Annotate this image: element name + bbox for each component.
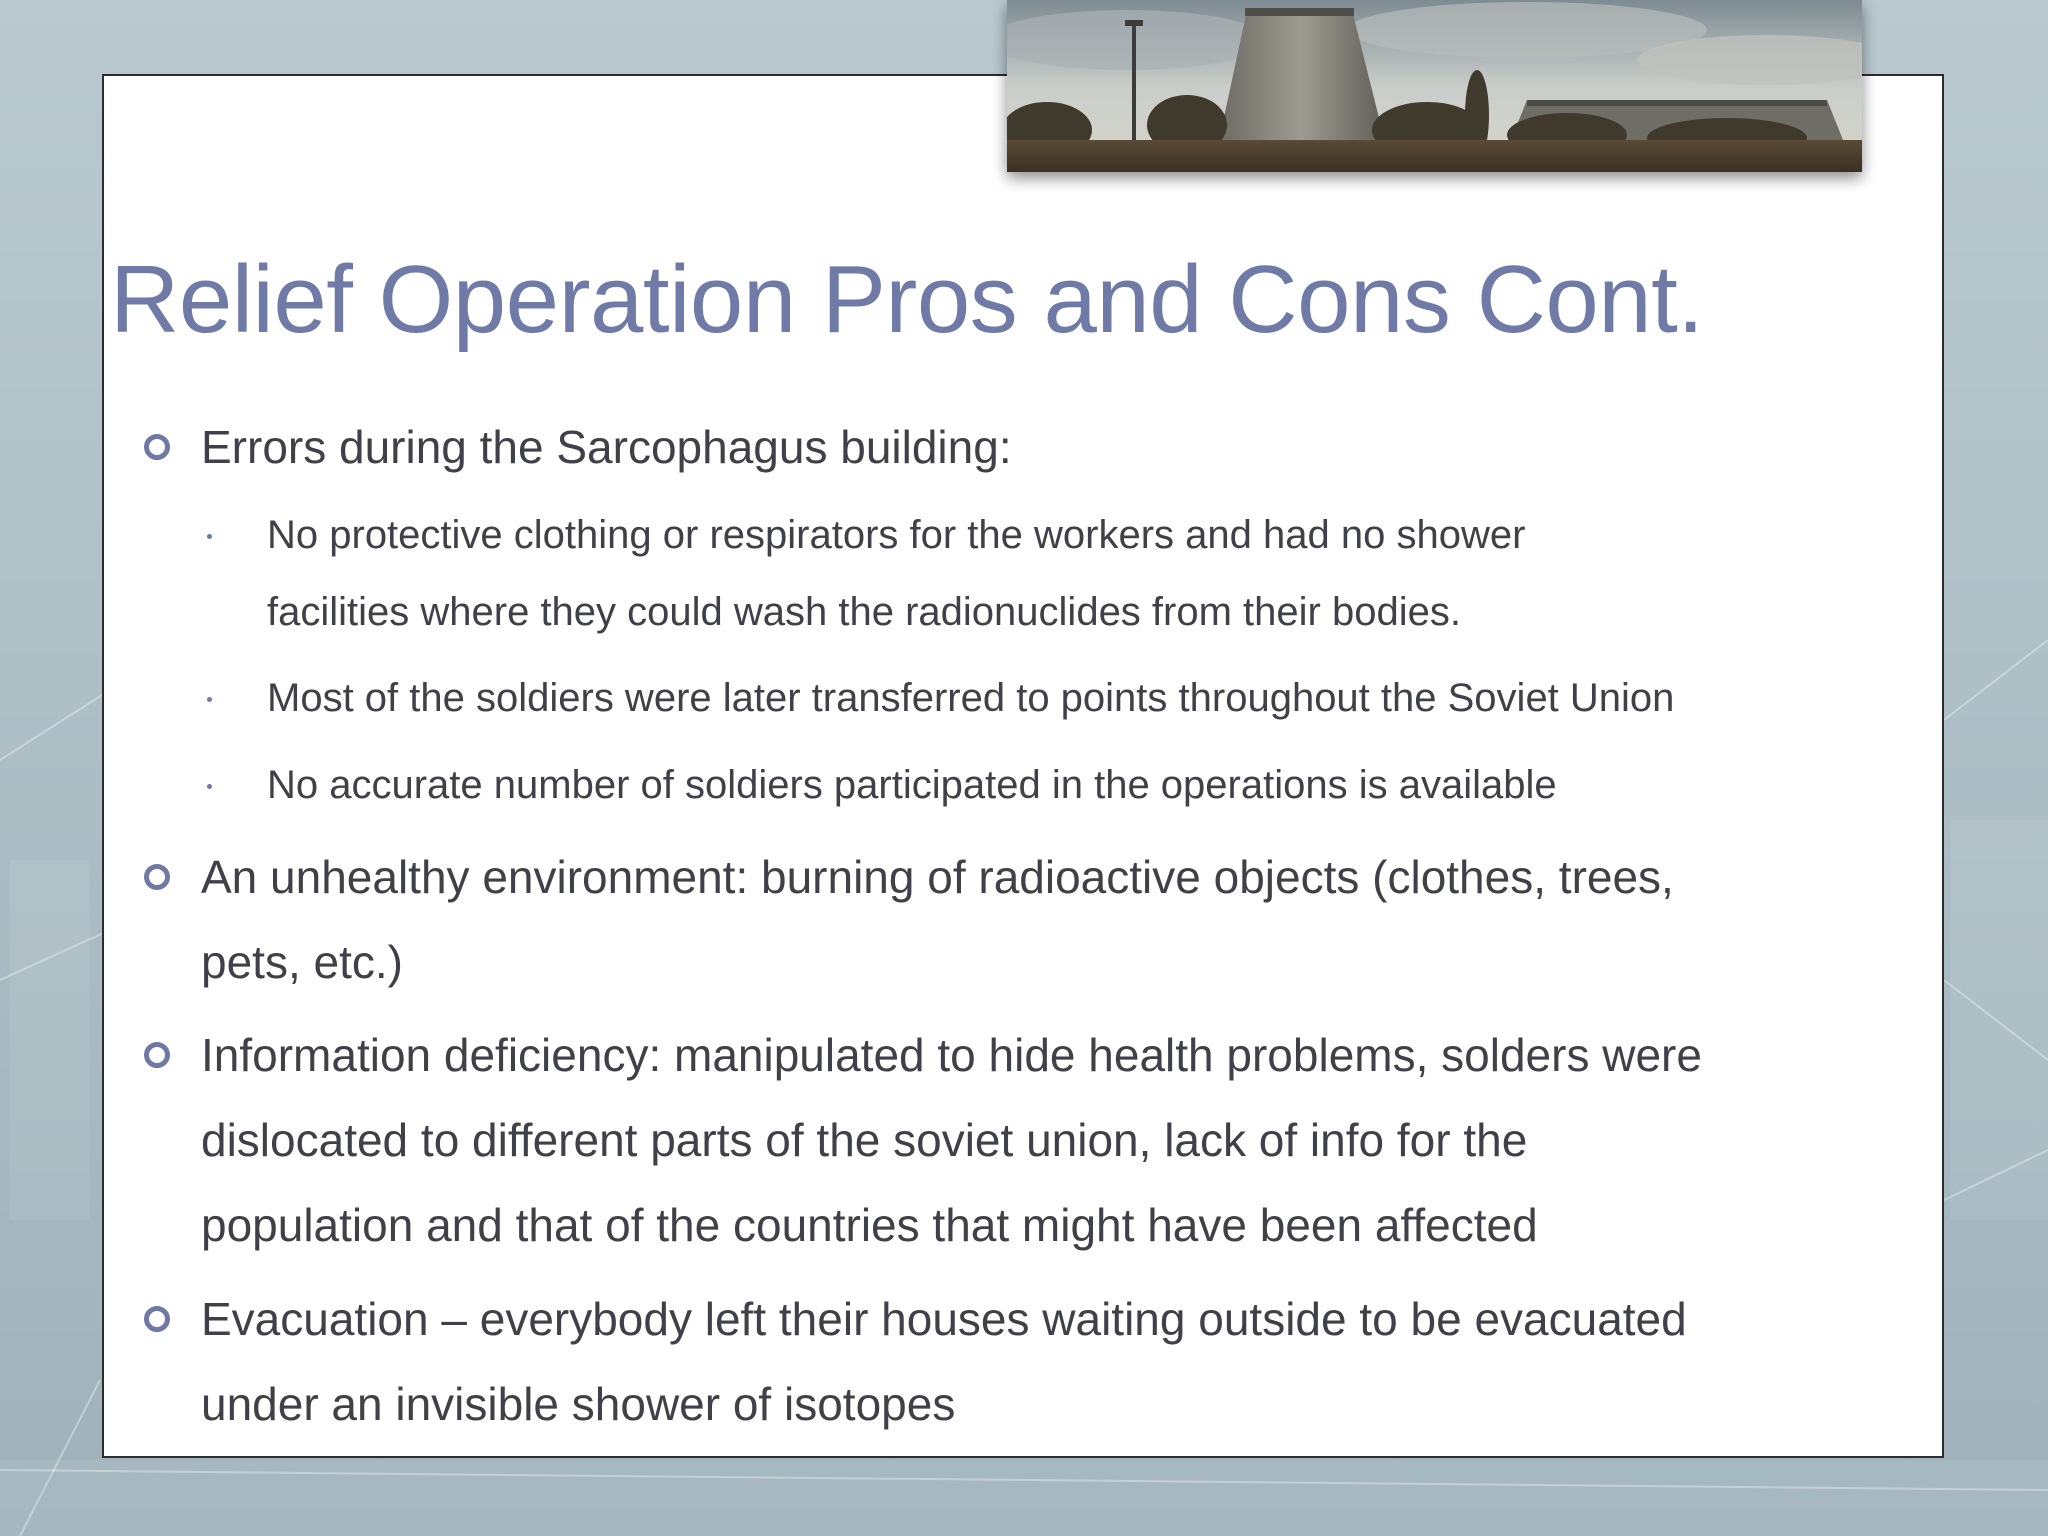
bullet-text: Evacuation – everybody left their houses waiting outside to be evacuated	[201, 1293, 1687, 1345]
hollow-circle-bullet-icon	[144, 1042, 170, 1068]
small-dot-bullet-icon	[207, 784, 212, 789]
small-dot-bullet-icon	[207, 534, 212, 539]
bullet-text: population and that of the countries that might have been affected	[201, 1199, 1538, 1251]
bullet-text: Errors during the Sarcophagus building:	[201, 421, 1012, 473]
sub-bullet-text: Most of the soldiers were later transferred to points throughout the Soviet Union	[267, 676, 1675, 720]
hollow-circle-bullet-icon	[144, 864, 170, 890]
small-dot-bullet-icon	[207, 697, 212, 702]
sub-bullet-text: facilities where they could wash the radionuclides from their bodies.	[267, 590, 1461, 634]
bullet-text: An unhealthy environment: burning of radioactive objects (clothes, trees,	[201, 851, 1674, 903]
sub-bullet-text: No protective clothing or respirators for the workers and had no shower	[267, 513, 1526, 557]
hollow-circle-bullet-icon	[144, 434, 170, 460]
hollow-circle-bullet-icon	[144, 1306, 170, 1332]
bullet-text: dislocated to different parts of the soviet union, lack of info for the	[201, 1114, 1528, 1166]
sub-bullet-text: No accurate number of soldiers participated in the operations is available	[267, 763, 1557, 807]
bullet-text: pets, etc.)	[201, 936, 403, 988]
bullet-text: Information deficiency: manipulated to hide health problems, solders were	[201, 1029, 1702, 1081]
slide-title: Relief Operation Pros and Cons Cont.	[110, 246, 1704, 353]
bullet-text: under an invisible shower of isotopes	[201, 1378, 956, 1430]
